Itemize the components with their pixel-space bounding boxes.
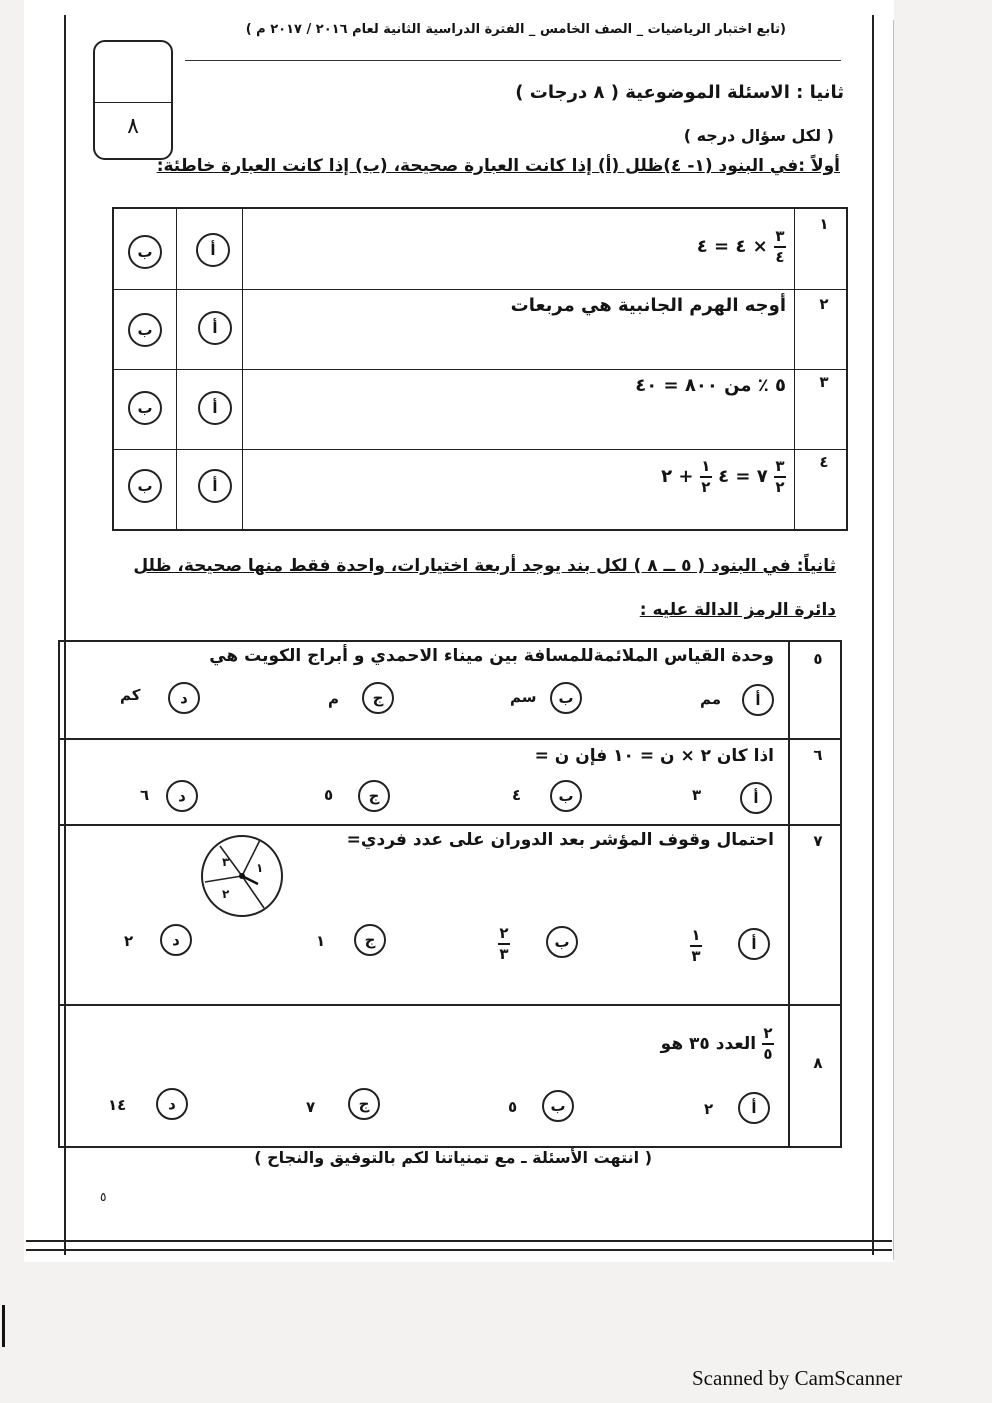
score-box xyxy=(93,40,173,160)
statement-2: أوجه الهرم الجانبية هي مربعات xyxy=(510,295,786,316)
option-a-5[interactable]: أ xyxy=(742,684,774,716)
mixed-whole: ٤ xyxy=(718,466,730,487)
fraction-one-half xyxy=(700,459,712,495)
option-b-7-fraction xyxy=(498,926,510,962)
question-7: احتمال وقوف المؤشر بعد الدوران على عدد فردي= xyxy=(346,830,774,850)
score-value: ٨ xyxy=(127,114,139,139)
choice-a-2[interactable]: أ xyxy=(198,311,232,345)
choice-b-4[interactable]: ب xyxy=(128,469,162,503)
statement-1 xyxy=(697,229,786,265)
option-b-5[interactable]: ب xyxy=(550,682,582,714)
fraction-three-quarters xyxy=(774,229,786,265)
choice-a-1[interactable]: أ xyxy=(196,233,230,267)
table-row-divider xyxy=(60,738,840,740)
question-8-fraction xyxy=(762,1026,774,1062)
question-5: وحدة القياس الملائمةللمسافة بين ميناء الاحمدي و أبراج الكويت هي xyxy=(209,646,774,666)
multiple-choice-table xyxy=(58,640,842,1148)
option-b-5-value: سم xyxy=(510,688,537,706)
choice-b-3[interactable]: ب xyxy=(128,391,162,425)
question-6: اذا كان ٢ × ن = ١٠ فإن ن = xyxy=(534,746,774,766)
item-number: ٤ xyxy=(819,453,829,471)
option-d-5-value: كم xyxy=(120,686,141,704)
statement-4-result: ٧ = xyxy=(735,466,768,487)
fraction-three-halves xyxy=(774,459,786,495)
question-8-text: العدد ٣٥ هو xyxy=(660,1034,757,1054)
option-d-7-value: ٢ xyxy=(124,932,134,950)
part-b-instruction: ثانياً: في البنود ( ٥ ــ ٨ ) لكل بند يوجد أربعة اختيارات، واحدة فقط منها صحيحة، ظلل xyxy=(133,556,836,576)
spinner-label-3: ٣ xyxy=(222,855,230,869)
option-a-6-value: ٣ xyxy=(692,786,702,804)
exam-header: (تابع اختبار الرياضيات _ الصف الخامس _ الفترة الدراسية الثانية لعام ٢٠١٦ / ٢٠١٧ م ) xyxy=(245,22,786,37)
spinner-center xyxy=(239,873,245,879)
option-a-7[interactable]: أ xyxy=(738,928,770,960)
statement-3: ٥ ٪ من ٨٠٠ = ٤٠ xyxy=(635,375,786,396)
spinner-label-1: ١ xyxy=(256,861,264,875)
fraction-numerator: ٣ xyxy=(775,227,785,245)
option-c-7-value: ١ xyxy=(316,932,326,950)
score-box-divider xyxy=(95,102,171,103)
option-a-8-value: ٢ xyxy=(704,1100,714,1118)
fraction-numerator: ٢ xyxy=(763,1024,773,1042)
mixed-whole: ٢ xyxy=(661,466,673,487)
table-row-divider xyxy=(114,289,846,290)
true-false-table xyxy=(112,207,848,531)
option-d-6[interactable]: د xyxy=(166,780,198,812)
scan-margin-mark xyxy=(2,1305,5,1347)
option-d-8-value: ١٤ xyxy=(108,1096,127,1114)
item-number: ٧ xyxy=(813,832,823,850)
choice-a-4[interactable]: أ xyxy=(198,469,232,503)
section-title: ثانيا : الاسئلة الموضوعية ( ٨ درجات ) xyxy=(515,82,844,103)
option-c-5-value: م xyxy=(328,690,339,708)
page-number: ٥ xyxy=(100,1190,107,1204)
option-d-8[interactable]: د xyxy=(156,1088,188,1120)
spinner-diagram xyxy=(198,832,286,920)
statement-1-result: ٤ = ٤ × xyxy=(696,236,768,257)
page-frame-bottom xyxy=(26,1240,892,1251)
table-col-divider xyxy=(788,642,790,1146)
table-row-divider xyxy=(114,369,846,370)
option-a-8[interactable]: أ xyxy=(738,1092,770,1124)
choice-a-3[interactable]: أ xyxy=(198,391,232,425)
item-number: ٨ xyxy=(813,1054,823,1072)
item-number: ٣ xyxy=(819,373,829,391)
option-d-5[interactable]: د xyxy=(168,682,200,714)
option-b-8-value: ٥ xyxy=(508,1098,518,1116)
fraction-numerator: ٣ xyxy=(775,457,785,475)
option-b-6[interactable]: ب xyxy=(550,780,582,812)
fraction-numerator: ١ xyxy=(701,457,711,475)
item-number: ٢ xyxy=(819,295,829,313)
choice-b-1[interactable]: ب xyxy=(128,235,162,269)
header-rule xyxy=(185,60,841,61)
fraction-denominator: ٢ xyxy=(775,478,785,496)
question-8 xyxy=(661,1026,774,1062)
option-d-7[interactable]: د xyxy=(160,924,192,956)
table-row-divider xyxy=(114,449,846,450)
fraction-denominator: ٤ xyxy=(775,248,785,266)
option-b-8[interactable]: ب xyxy=(542,1090,574,1122)
option-b-6-value: ٤ xyxy=(512,786,522,804)
table-row-divider xyxy=(60,824,840,826)
marks-per-question: ( لكل سؤال درجه ) xyxy=(683,126,834,145)
item-number: ٦ xyxy=(813,746,823,764)
fraction-numerator: ٢ xyxy=(499,924,509,942)
option-c-5[interactable]: ج xyxy=(362,682,394,714)
plus-sign: + xyxy=(678,466,694,487)
option-b-7[interactable]: ب xyxy=(546,926,578,958)
option-c-8[interactable]: ج xyxy=(348,1088,380,1120)
fraction-denominator: ٥ xyxy=(763,1045,773,1063)
fraction-denominator: ٣ xyxy=(691,947,701,965)
paper-edge xyxy=(893,20,894,1260)
closing-note: ( انتهت الأسئلة ـ مع تمنياتنا لكم بالتوفيق والنجاح ) xyxy=(254,1148,652,1167)
option-c-6[interactable]: ج xyxy=(358,780,390,812)
spinner-divider xyxy=(205,876,242,882)
spinner-label-2: ٢ xyxy=(222,887,230,901)
choice-b-2[interactable]: ب xyxy=(128,313,162,347)
table-row-divider xyxy=(60,1004,840,1006)
option-a-5-value: مم xyxy=(700,690,722,708)
fraction-denominator: ٣ xyxy=(499,945,509,963)
option-d-6-value: ٦ xyxy=(140,786,150,804)
option-a-6[interactable]: أ xyxy=(740,782,772,814)
option-c-8-value: ٧ xyxy=(306,1098,316,1116)
page-frame-right xyxy=(872,15,874,1255)
option-c-7[interactable]: ج xyxy=(354,924,386,956)
item-number: ١ xyxy=(819,215,829,233)
statement-4 xyxy=(661,459,786,495)
option-a-7-fraction xyxy=(690,928,702,964)
scanner-watermark: Scanned by CamScanner xyxy=(692,1366,902,1390)
item-number: ٥ xyxy=(813,650,823,668)
fraction-numerator: ١ xyxy=(691,926,701,944)
part-b-instruction-line2: دائرة الرمز الدالة عليه : xyxy=(639,600,836,620)
part-a-instruction: أولاً :في البنود (١- ٤)ظلل (أ) إذا كانت العبارة صحيحة، (ب) إذا كانت العبارة خاطئة: xyxy=(156,156,840,176)
fraction-denominator: ٢ xyxy=(701,478,711,496)
option-c-6-value: ٥ xyxy=(324,786,334,804)
